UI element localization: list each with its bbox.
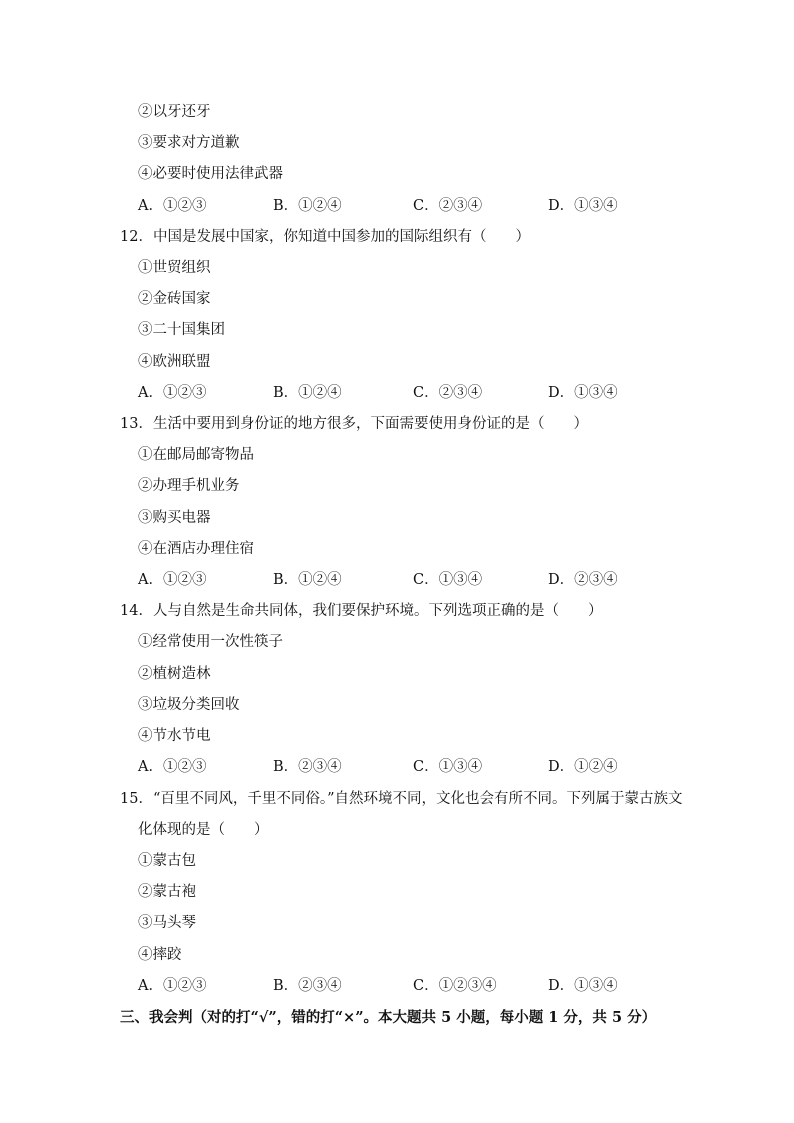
q14-stem: 14．人与自然是生命共同体，我们要保护环境。下列选项正确的是（ ） — [120, 603, 603, 619]
q15-stem: 15．“百里不同风，千里不同俗。”自然环境不同，文化也会有所不同。下列属于蒙古族文 — [120, 791, 683, 807]
q11-choice-c[interactable]: C．②③④ — [413, 198, 483, 214]
q12-option-item: ③二十国集团 — [138, 322, 225, 338]
q14-choice-c[interactable]: C．①③④ — [413, 759, 483, 775]
q14-choice-a[interactable]: A．①②③ — [138, 759, 207, 775]
q15-option-item: ③马头琴 — [138, 915, 196, 931]
q13-answer-choices — [138, 570, 658, 590]
q15-choice-c[interactable]: C．①②③④ — [413, 978, 497, 994]
q13-option-item: ②办理手机业务 — [138, 478, 240, 494]
q11-option-item: ②以牙还牙 — [138, 104, 211, 120]
q15-option-item: ④摔跤 — [138, 947, 182, 963]
q15-choice-d[interactable]: D．①③④ — [548, 978, 618, 994]
q11-answer-choices — [138, 196, 658, 216]
q12-choice-d[interactable]: D．①③④ — [548, 385, 618, 401]
q14-option-item: ④节水节电 — [138, 728, 211, 744]
q13-choice-a[interactable]: A．①②③ — [138, 572, 207, 588]
q12-option-item: ②金砖国家 — [138, 291, 211, 307]
q14-option-item: ①经常使用一次性筷子 — [138, 634, 283, 650]
q11-option-item: ③要求对方道歉 — [138, 135, 240, 151]
q12-stem: 12．中国是发展中国家，你知道中国参加的国际组织有（ ） — [120, 229, 530, 245]
q15-answer-choices — [138, 976, 658, 996]
q13-option-item: ①在邮局邮寄物品 — [138, 447, 254, 463]
q14-choice-d[interactable]: D．①②④ — [548, 759, 618, 775]
q13-option-item: ③购买电器 — [138, 510, 211, 526]
q13-choice-d[interactable]: D．②③④ — [548, 572, 618, 588]
q15-option-item: ①蒙古包 — [138, 853, 196, 869]
q13-choice-c[interactable]: C．①③④ — [413, 572, 483, 588]
q14-option-item: ③垃圾分类回收 — [138, 697, 240, 713]
q11-choice-b[interactable]: B．①②④ — [273, 198, 342, 214]
q11-option-item: ④必要时使用法律武器 — [138, 166, 283, 182]
q13-stem: 13．生活中要用到身份证的地方很多，下面需要使用身份证的是（ ） — [120, 416, 588, 432]
q12-option-item: ④欧洲联盟 — [138, 354, 211, 370]
q15-choice-b[interactable]: B．②③④ — [273, 978, 342, 994]
q15-choice-a[interactable]: A．①②③ — [138, 978, 207, 994]
q12-answer-choices — [138, 383, 658, 403]
q11-choice-d[interactable]: D．①③④ — [548, 198, 618, 214]
q12-option-item: ①世贸组织 — [138, 260, 211, 276]
q15-stem-continued: 化体现的是（ ） — [138, 822, 269, 838]
q12-choice-a[interactable]: A．①②③ — [138, 385, 207, 401]
q14-answer-choices — [138, 757, 658, 777]
q15-option-item: ②蒙古袍 — [138, 884, 196, 900]
q14-choice-b[interactable]: B．②③④ — [273, 759, 342, 775]
section-3-heading: 三、我会判（对的打“√”，错的打“×”。本大题共 5 小题，每小题 1 分，共 5 分） — [120, 1009, 657, 1026]
q13-choice-b[interactable]: B．①②④ — [273, 572, 342, 588]
q12-choice-c[interactable]: C．②③④ — [413, 385, 483, 401]
q11-choice-a[interactable]: A．①②③ — [138, 198, 207, 214]
q14-option-item: ②植树造林 — [138, 666, 211, 682]
q12-choice-b[interactable]: B．①②④ — [273, 385, 342, 401]
q13-option-item: ④在酒店办理住宿 — [138, 541, 254, 557]
